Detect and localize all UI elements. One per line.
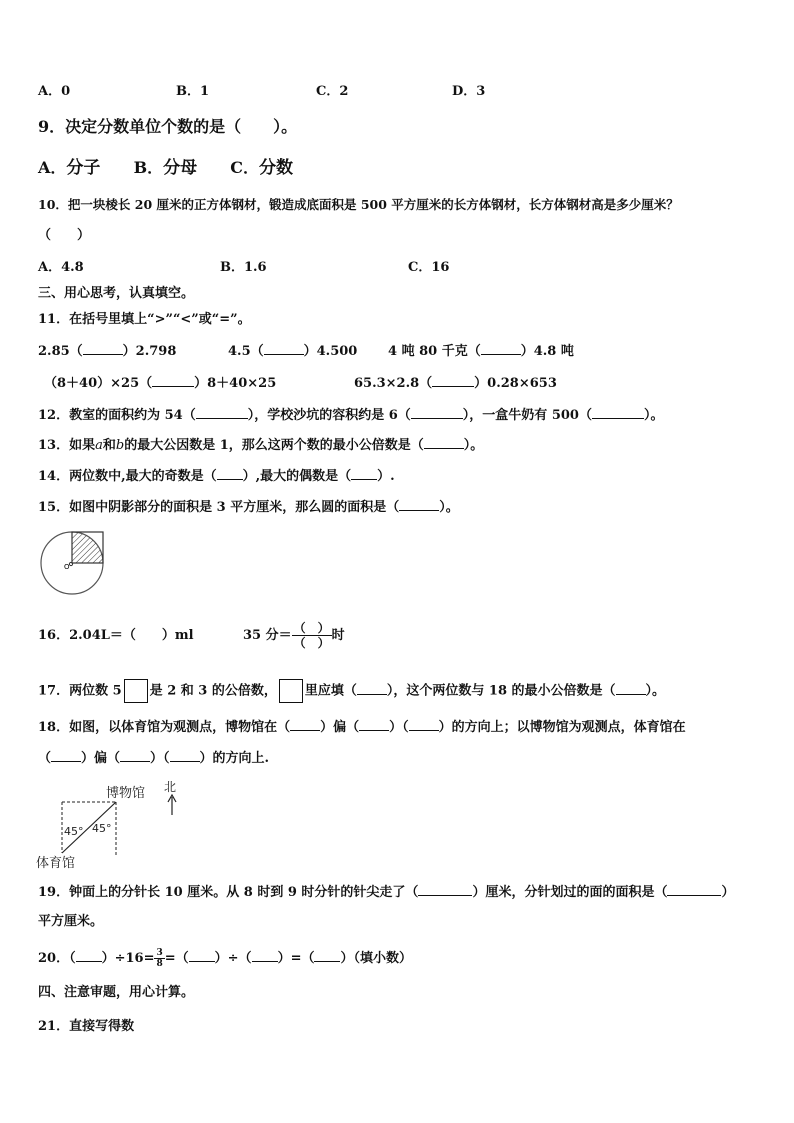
q14: 14．两位数中,最大的奇数是（ ）,最大的偶数是（ ）. (38, 469, 395, 484)
q16-fraction: $\frac{( )}{( )}$ (293, 621, 330, 650)
answer-blank[interactable] (359, 718, 389, 731)
circle-figure (38, 527, 118, 597)
answer-blank[interactable] (481, 342, 521, 355)
q21: 21．直接写得数 (38, 1019, 135, 1034)
q19-line1: 19．钟面上的分针长 10 厘米。从 8 时到 9 时分针的针尖走了（ ）厘米，分针划过的面的面积是（ ） (38, 885, 735, 900)
shaded-quarter (72, 532, 103, 563)
answer-blank[interactable] (290, 718, 320, 731)
answer-blank[interactable] (432, 374, 474, 387)
q11-item-3: 4 吨 80 千克（ ）4.8 吨 (388, 344, 574, 359)
answer-blank[interactable] (51, 749, 81, 762)
q10-paren: （ ） (38, 228, 91, 243)
answer-blank[interactable] (418, 883, 472, 896)
q16-part1: 16．2.04L＝（ ）ml (38, 628, 194, 643)
q9-options (38, 159, 293, 177)
section-3-heading: 三、用心思考，认真填空。 (38, 286, 195, 301)
q8-option-d: D．3 (452, 84, 486, 99)
q19-line2: 平方厘米。 (38, 914, 104, 929)
q9-option-b: 分母 (163, 158, 198, 178)
q9-option-c: 分数 (259, 158, 294, 178)
answer-blank[interactable] (120, 749, 150, 762)
answer-blank[interactable] (264, 342, 304, 355)
q10-stem: 10．把一块棱长 20 厘米的正方体钢材，锻造成底面积是 500 平方厘米的长方体钢材，长方体钢材高是多少厘米？ (38, 197, 679, 212)
answer-blank[interactable] (592, 406, 644, 419)
digit-box[interactable] (124, 679, 148, 703)
q9-c-prefix: C． (230, 158, 260, 177)
digit-box (279, 679, 303, 703)
q11-stem: 11．在括号里填上“>”“<”或“=”。 (38, 312, 251, 327)
q10-option-a: A．4.8 (38, 260, 84, 275)
center-point (69, 562, 72, 565)
answer-blank[interactable] (196, 406, 248, 419)
q9-b-prefix: B． (133, 158, 164, 177)
answer-blank[interactable] (409, 718, 439, 731)
answer-blank[interactable] (411, 406, 463, 419)
answer-blank[interactable] (217, 467, 243, 480)
q9-option-a: 分子 (66, 158, 101, 178)
q11-item-4: （8＋40）×25（ ）8＋40×25 (44, 376, 277, 391)
q12: 12．教室的面积约为 54（ ），学校沙坑的容积约是 6（ ），一盒牛奶有 500（ ）。 (38, 408, 664, 423)
q8-option-b: B．1 (176, 84, 210, 99)
variable-a: a (95, 438, 103, 453)
q11-item-1: 2.85（ ）2.798 (38, 344, 177, 359)
answer-blank[interactable] (399, 498, 439, 511)
answer-blank[interactable] (170, 749, 200, 762)
q13: 13．如果a和b的最大公因数是 1，那么这两个数的最小公倍数是（ ）。 (38, 438, 484, 453)
answer-blank[interactable] (252, 949, 278, 962)
angle-label-museum: 45° (92, 822, 112, 835)
q15: 15．如图中阴影部分的面积是 3 平方厘米，那么圆的面积是（ ）。 (38, 500, 459, 515)
direction-figure (36, 775, 196, 873)
section-4-heading: 四、注意审题，用心计算。 (38, 985, 195, 1000)
museum-label: 博物馆 (106, 786, 146, 801)
q9-stem: 9．决定分数单位个数的是（ ）。 (38, 117, 298, 136)
q8-option-c: C．2 (316, 84, 349, 99)
q11-item-2: 4.5（ ）4.500 (228, 344, 358, 359)
answer-blank[interactable] (616, 682, 646, 695)
answer-blank[interactable] (424, 436, 464, 449)
variable-b: b (115, 438, 125, 453)
q20: 20．（ ）÷16= $\frac{3}{8}$ =（ ）÷（ ）=（ ）（填小数） (38, 948, 412, 969)
q18-line2: （ ）偏（ ）（ ）的方向上. (38, 751, 270, 766)
q10-option-b: B．1.6 (220, 260, 267, 275)
answer-blank[interactable] (314, 949, 340, 962)
answer-blank[interactable] (152, 374, 194, 387)
gym-label: 体育馆 (36, 856, 76, 871)
answer-blank[interactable] (189, 949, 215, 962)
angle-label-gym: 45° (64, 825, 84, 838)
answer-blank[interactable] (83, 342, 123, 355)
q17: 17．两位数 5 是 2 和 3 的公倍数， 里应填（ ），这个两位数与 18 的最小公倍数是（ ）。 (38, 679, 665, 703)
q18-line1: 18．如图，以体育馆为观测点，博物馆在（ ）偏（ ）（ ）的方向上；以博物馆为观测点，体育馆在 (38, 720, 686, 735)
q8-option-a: A．0 (38, 84, 71, 99)
q10-option-c: C．16 (408, 260, 450, 275)
q11-item-5: 65.3×2.8（ ）0.28×653 (354, 376, 557, 391)
north-label: 北 (164, 780, 177, 794)
answer-blank[interactable] (76, 949, 102, 962)
center-label: O (64, 563, 70, 571)
answer-blank[interactable] (357, 682, 387, 695)
q16-part2: 35 分＝ $\frac{( )}{( )}$ 时 (243, 621, 345, 650)
answer-blank[interactable] (667, 883, 721, 896)
q20-fraction: $\frac{3}{8}$ (156, 948, 163, 969)
answer-blank[interactable] (351, 467, 377, 480)
q9-a-prefix: A． (38, 158, 67, 177)
